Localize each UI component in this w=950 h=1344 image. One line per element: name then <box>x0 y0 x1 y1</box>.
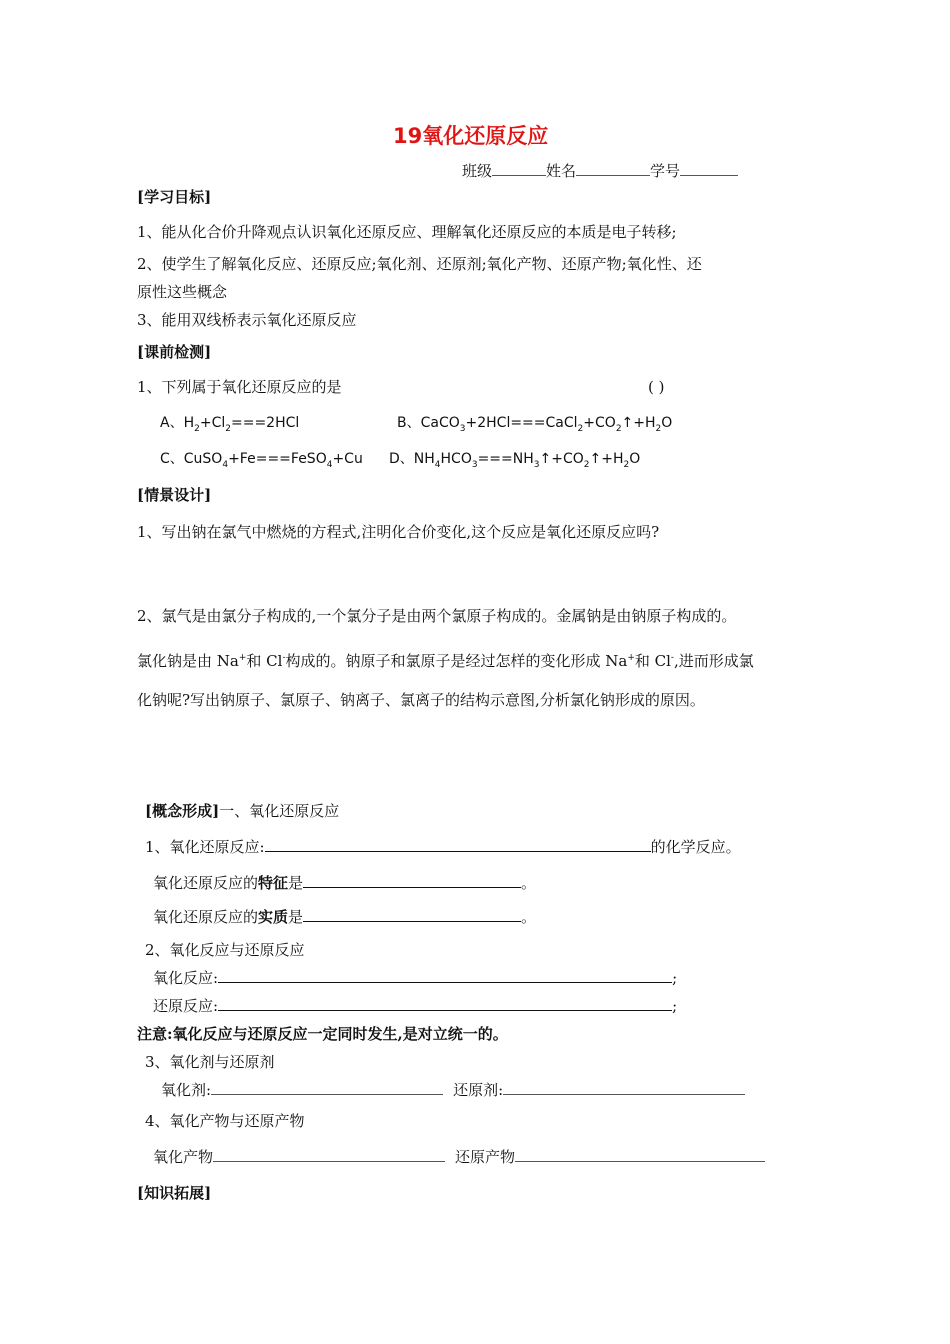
essence-line: 氧化还原反应的实质是 。 <box>153 908 537 926</box>
scenario-question-1: 1、写出钠在氯气中燃烧的方程式,注明化合价变化,这个反应是氧化还原反应吗? <box>137 523 660 541</box>
class-blank[interactable] <box>492 161 546 176</box>
concept-item-4: 4、氧化产物与还原产物 <box>145 1112 305 1130</box>
scenario-question-2-line-2: 氯化钠是由 Na+和 Cl-构成的。钠原子和氯原子是经过怎样的变化形成 Na+和 Cl-,进而形成氯 <box>137 652 754 670</box>
reduction-blank[interactable] <box>218 996 672 1011</box>
ox-product-blank[interactable] <box>213 1147 445 1162</box>
name-label: 姓名 <box>546 162 577 180</box>
student-info-line <box>462 161 738 181</box>
answer-parentheses[interactable]: ( ) <box>648 378 665 396</box>
id-blank[interactable] <box>680 161 738 176</box>
oxidant-reductant-line: 氧化剂: 还原剂: <box>161 1080 745 1100</box>
class-label: 班级 <box>462 162 493 180</box>
goal-3: 3、能用双线桥表示氧化还原反应 <box>137 311 357 329</box>
concept-definition: 1、氧化还原反应: 的化学反应。 <box>145 838 741 856</box>
reduction-line: 还原反应: ; <box>153 997 678 1015</box>
red-product-blank[interactable] <box>515 1147 765 1162</box>
option-d[interactable]: D、$NH_4HCO_3===NH_3↑+CO_2↑+H_2O$ <box>389 451 641 470</box>
pretest-question-1: 1、下列属于氧化还原反应的是 <box>137 378 342 396</box>
option-a[interactable]: A、$H_2+Cl_2===2HCl$ <box>160 415 300 434</box>
option-c[interactable]: C、CuSO$_4$+Fe===FeSO$_4$+Cu <box>160 451 363 470</box>
page-title: 19氧化还原反应 <box>393 124 549 148</box>
feature-line: 氧化还原反应的特征是 。 <box>153 874 537 892</box>
section-scenario-heading: [情景设计] <box>137 486 212 504</box>
goal-2-line-2: 原性这些概念 <box>137 283 228 301</box>
section-pretest-heading: [课前检测] <box>137 343 212 361</box>
id-label: 学号 <box>650 162 681 180</box>
scenario-question-2-line-3: 化钠呢?写出钠原子、氯原子、钠离子、氯离子的结构示意图,分析氯化钠形成的原因。 <box>137 691 705 709</box>
oxidant-blank[interactable] <box>211 1080 443 1095</box>
section-extension-heading: [知识拓展] <box>137 1184 212 1202</box>
reductant-blank[interactable] <box>503 1080 745 1095</box>
section-goals-heading: [学习目标] <box>137 188 212 206</box>
feature-blank[interactable] <box>303 873 521 888</box>
name-blank[interactable] <box>576 161 650 176</box>
scenario-question-2-line-1: 2、氯气是由氯分子构成的,一个氯分子是由两个氯原子构成的。金属钠是由钠原子构成的。 <box>137 607 737 625</box>
concept-heading-line: [概念形成]一、氧化还原反应 <box>145 802 340 820</box>
note-text: 注意:氧化反应与还原反应一定同时发生,是对立统一的。 <box>137 1025 508 1043</box>
definition-blank[interactable] <box>265 837 651 852</box>
oxidation-line: 氧化反应: ; <box>153 969 678 987</box>
oxidation-blank[interactable] <box>218 968 672 983</box>
section-concept-heading: [概念形成] <box>145 802 220 820</box>
concept-item-2: 2、氧化反应与还原反应 <box>145 941 305 959</box>
essence-blank[interactable] <box>303 907 521 922</box>
goal-2-line-1: 2、使学生了解氧化反应、还原反应;氧化剂、还原剂;氧化产物、还原产物;氧化性、还 <box>137 255 702 273</box>
option-b[interactable]: B、$CaCO_3+2HCl===CaCl_2+CO_2↑+H_2O$ <box>397 415 673 434</box>
products-line: 氧化产物 还原产物 <box>153 1147 765 1167</box>
goal-1: 1、能从化合价升降观点认识氧化还原反应、理解氧化还原反应的本质是电子转移; <box>137 223 677 241</box>
concept-item-3: 3、氧化剂与还原剂 <box>145 1053 275 1071</box>
